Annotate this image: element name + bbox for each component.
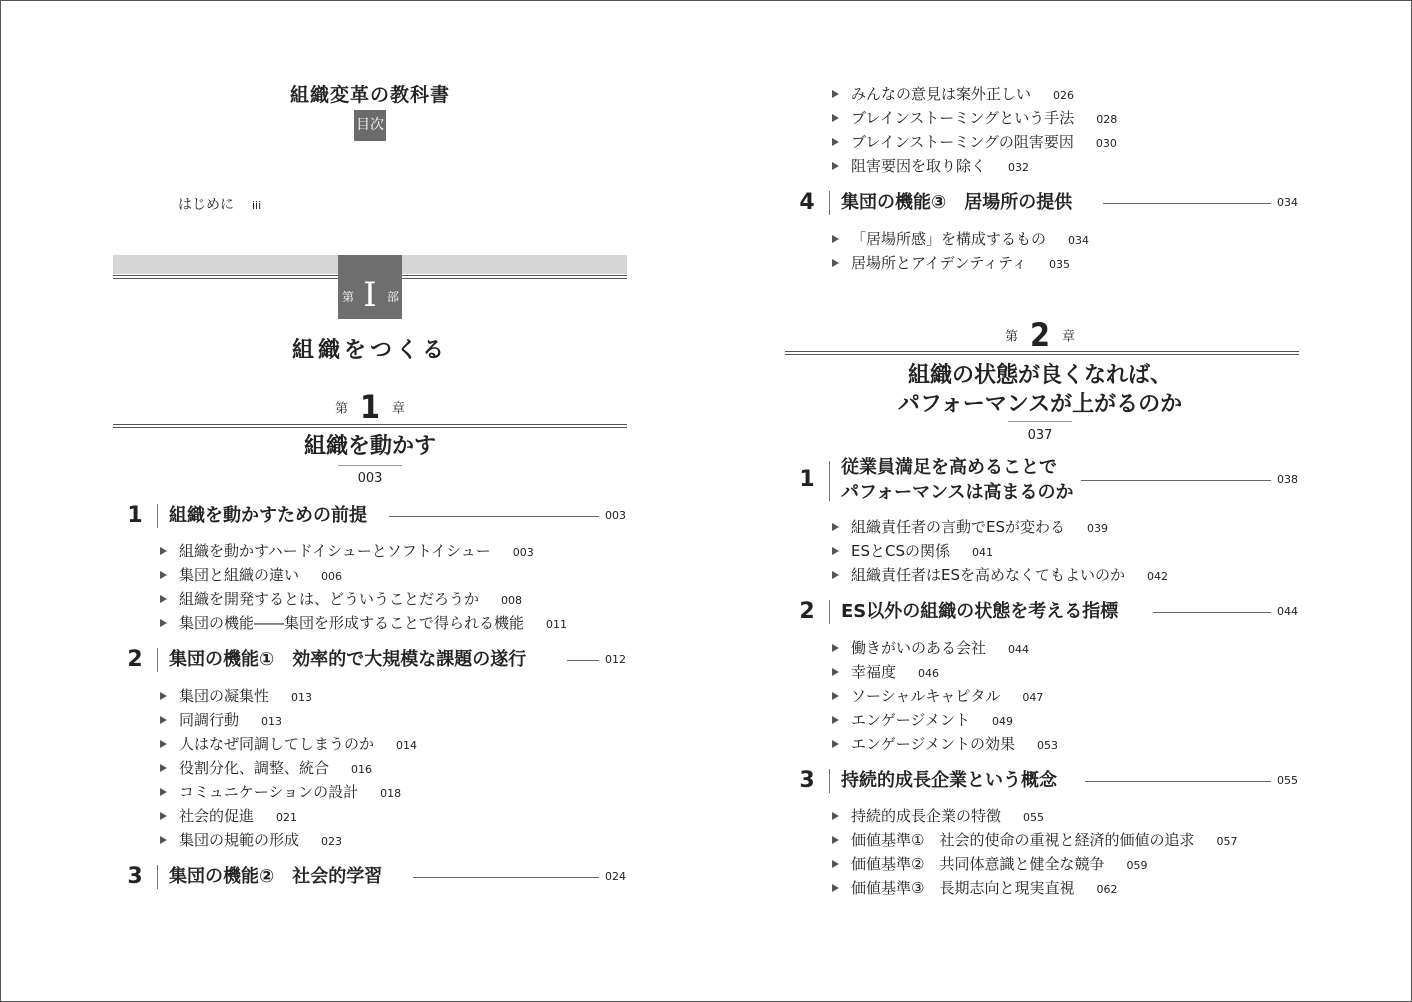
triangle-bullet-icon [160,692,167,700]
item-page: 006 [321,570,343,583]
item-text: 組織を開発するとは、どういうことだろうか [179,590,480,608]
toc-item[interactable] [832,878,1117,900]
triangle-bullet-icon [832,138,839,146]
item-text: 居場所とアイデンティティ [851,254,1027,272]
item-page: 047 [1022,691,1044,704]
toc-item[interactable] [160,806,297,828]
section-title: 集団の機能② 社会的学習 [169,866,383,887]
item-text: 「居場所感」を構成するもの [851,230,1047,248]
triangle-bullet-icon [832,836,839,844]
chapter-number [230,388,510,426]
item-page: 018 [380,787,402,800]
section-divider [829,461,830,501]
item-text: ESとCSの関係 [851,542,950,560]
triangle-bullet-icon [832,692,839,700]
toc-item[interactable] [160,758,372,780]
toc-item[interactable] [160,782,401,804]
chapter-title[interactable]: 組織を動かす [303,434,436,459]
section-title: ES以外の組織の状態を考える指標 [841,601,1119,622]
triangle-bullet-icon [832,114,839,122]
section-divider [157,648,158,672]
toc-item[interactable] [832,830,1237,852]
item-text: 働きがいのある会社 [851,639,987,657]
section-heading[interactable] [123,501,627,531]
triangle-bullet-icon [832,812,839,820]
item-page: 049 [991,715,1013,728]
book-title: 組織変革の教科書 [289,84,450,106]
section-heading[interactable] [795,597,1300,627]
item-text: エンゲージメントの効果 [851,735,1015,753]
item-page: 055 [1023,811,1045,824]
toc-item[interactable] [160,613,567,635]
triangle-bullet-icon [160,595,167,603]
item-page: 011 [546,618,568,631]
item-page: 039 [1087,522,1109,535]
chapter-page: 037 [1027,428,1053,443]
leader-line [1085,781,1271,782]
item-page: 042 [1147,570,1169,583]
chapter-rule [785,351,1299,352]
item-page: 023 [321,835,343,848]
chapter-digit: 2 [1029,316,1051,354]
item-page: 034 [1068,234,1090,247]
item-text: 組織責任者はESを高めなくてもよいのか [851,566,1126,584]
triangle-bullet-icon [832,716,839,724]
item-text: みんなの意見は案外正しい [851,85,1032,103]
chapter-rule [113,424,627,425]
item-page: 053 [1036,739,1058,752]
toc-entry-intro[interactable] [178,194,261,214]
triangle-bullet-icon [160,740,167,748]
item-page: 014 [396,739,418,752]
item-page: 057 [1216,835,1238,848]
item-text: 集団の凝集性 [179,687,270,705]
triangle-bullet-icon [160,619,167,627]
triangle-bullet-icon [832,162,839,170]
chapter-title[interactable] [820,361,1260,419]
section-page: 055 [1277,774,1298,787]
triangle-bullet-icon [160,716,167,724]
item-page: 028 [1096,113,1118,126]
toc-item[interactable] [832,229,1089,251]
section-number: 3 [799,768,815,793]
item-page: 021 [276,811,298,824]
item-page: 032 [1008,161,1030,174]
item-text: 人はなぜ同調してしまうのか [179,735,375,753]
section-page: 034 [1277,196,1298,209]
section-number: 2 [127,647,143,672]
triangle-bullet-icon [832,860,839,868]
toc-item[interactable] [160,830,342,852]
section-title [841,455,1074,505]
section-title-line: 従業員満足を高めることで [841,457,1057,478]
triangle-bullet-icon [832,740,839,748]
section-page: 003 [605,509,626,522]
item-page: 044 [1008,643,1030,656]
toc-item[interactable] [160,565,342,587]
section-divider [829,600,830,624]
section-heading[interactable] [123,645,627,675]
section-number: 1 [799,467,815,492]
chapter-page-rule [338,465,402,466]
chapter-page-rule [1008,421,1072,422]
triangle-bullet-icon [832,884,839,892]
part-badge [338,255,402,319]
item-text: ソーシャルキャピタル [851,687,1001,705]
toc-item[interactable] [832,253,1070,275]
toc-item[interactable] [832,734,1058,756]
toc-item[interactable] [160,686,312,708]
leader-line [1153,612,1271,613]
item-text: 役割分化、調整、統合 [179,759,330,777]
item-page: 016 [351,763,373,776]
leader-line [1103,203,1271,204]
triangle-bullet-icon [832,668,839,676]
intro-label: はじめに [178,197,234,213]
section-title: 集団の機能① 効率的で大規模な課題の遂行 [169,649,527,670]
chapter-number [890,316,1190,354]
toc-item[interactable] [832,517,1108,539]
item-text: 価値基準② 共同体意識と健全な競争 [851,855,1105,873]
toc-item[interactable] [160,734,417,756]
item-text: ブレインストーミングの阻害要因 [851,133,1074,151]
section-heading[interactable] [795,188,1300,218]
item-page: 030 [1095,137,1117,150]
toc-item[interactable] [832,541,993,563]
section-page: 012 [605,653,626,666]
section-heading[interactable] [795,766,1300,796]
item-text: 組織を動かすハードイシューとソフトイシュー [179,542,491,560]
chapter-prefix: 第 [1004,329,1018,345]
triangle-bullet-icon [832,235,839,243]
item-page: 003 [512,546,534,559]
triangle-bullet-icon [160,836,167,844]
chapter-page: 003 [357,471,383,486]
part-prefix: 第 [342,290,355,304]
section-number: 1 [127,503,143,528]
item-page: 046 [918,667,940,680]
toc-item[interactable] [832,686,1043,708]
item-page: 026 [1053,89,1075,102]
triangle-bullet-icon [160,788,167,796]
chapter-rule [785,354,1299,355]
chapter-rule [113,427,627,428]
toc-item[interactable] [832,108,1117,130]
item-text: エンゲージメント [851,711,970,729]
toc-item[interactable] [832,806,1044,828]
part-title: 組織をつくる [291,338,448,363]
section-number: 4 [799,190,815,215]
triangle-bullet-icon [160,571,167,579]
toc-item[interactable] [832,638,1029,660]
toc-item[interactable] [832,565,1168,587]
section-heading[interactable] [123,862,627,892]
chapter-digit: 1 [359,388,381,426]
item-text: 集団と組織の違い [179,566,300,584]
section-page: 024 [605,870,626,883]
toc-item[interactable] [832,156,1029,178]
leader-line [389,516,599,517]
part-suffix: 部 [386,290,399,304]
item-text: 集団の機能――集団を形成することで得られる機能 [179,614,525,632]
chapter-suffix: 章 [1062,329,1076,345]
triangle-bullet-icon [832,90,839,98]
item-text: 持続的成長企業の特徴 [851,807,1002,825]
leader-line [567,660,599,661]
section-number: 3 [127,864,143,889]
triangle-bullet-icon [160,764,167,772]
chapter-title-line: パフォーマンスが上がるのか [897,392,1183,417]
part-numeral: I [363,275,377,315]
item-page: 013 [261,715,283,728]
item-text: 社会的促進 [179,807,255,825]
toc-item[interactable] [832,132,1117,154]
triangle-bullet-icon [832,547,839,555]
section-title: 組織を動かすための前提 [169,505,367,526]
item-text: 集団の規範の形成 [179,831,300,849]
leader-line [413,877,599,878]
item-text: コミュニケーションの設計 [179,783,359,801]
triangle-bullet-icon [832,644,839,652]
toc-item[interactable] [160,710,282,732]
section-divider [157,865,158,889]
item-page: 059 [1126,859,1148,872]
triangle-bullet-icon [832,523,839,531]
item-text: ブレインストーミングという手法 [851,109,1075,127]
section-title: 持続的成長企業という概念 [841,770,1057,791]
toc-item[interactable] [160,589,522,611]
toc-item[interactable] [832,662,939,684]
section-title: 集団の機能③ 居場所の提供 [841,192,1073,213]
item-text: 同調行動 [179,711,240,729]
section-divider [829,769,830,793]
section-page: 044 [1277,605,1298,618]
item-text: 組織責任者の言動でESが変わる [851,518,1066,536]
toc-item[interactable] [160,541,534,563]
triangle-bullet-icon [160,812,167,820]
toc-label: 目次 [354,110,386,141]
chapter-prefix: 第 [334,401,348,417]
chapter-suffix: 章 [392,401,406,417]
toc-item[interactable] [832,710,1013,732]
section-heading[interactable] [795,457,1300,503]
item-page: 008 [501,594,523,607]
item-page: 062 [1096,883,1118,896]
item-text: 価値基準① 社会的使命の重視と経済的価値の追求 [851,831,1195,849]
section-number: 2 [799,599,815,624]
toc-item[interactable] [832,854,1147,876]
triangle-bullet-icon [160,547,167,555]
section-divider [157,504,158,528]
item-text: 価値基準③ 長期志向と現実直視 [851,879,1075,897]
section-page: 038 [1277,473,1298,486]
item-page: 035 [1048,258,1070,271]
intro-page: iii [252,199,262,212]
triangle-bullet-icon [832,259,839,267]
item-page: 041 [972,546,993,559]
item-text: 阻害要因を取り除く [851,157,987,175]
triangle-bullet-icon [832,571,839,579]
chapter-title-line: 組織の状態が良くなれば、 [907,363,1172,388]
item-text: 幸福度 [851,663,897,681]
section-title-line: パフォーマンスは高まるのか [841,482,1074,503]
item-page: 013 [291,691,313,704]
section-divider [829,191,830,215]
toc-item[interactable] [832,84,1074,106]
leader-line [1081,480,1271,481]
